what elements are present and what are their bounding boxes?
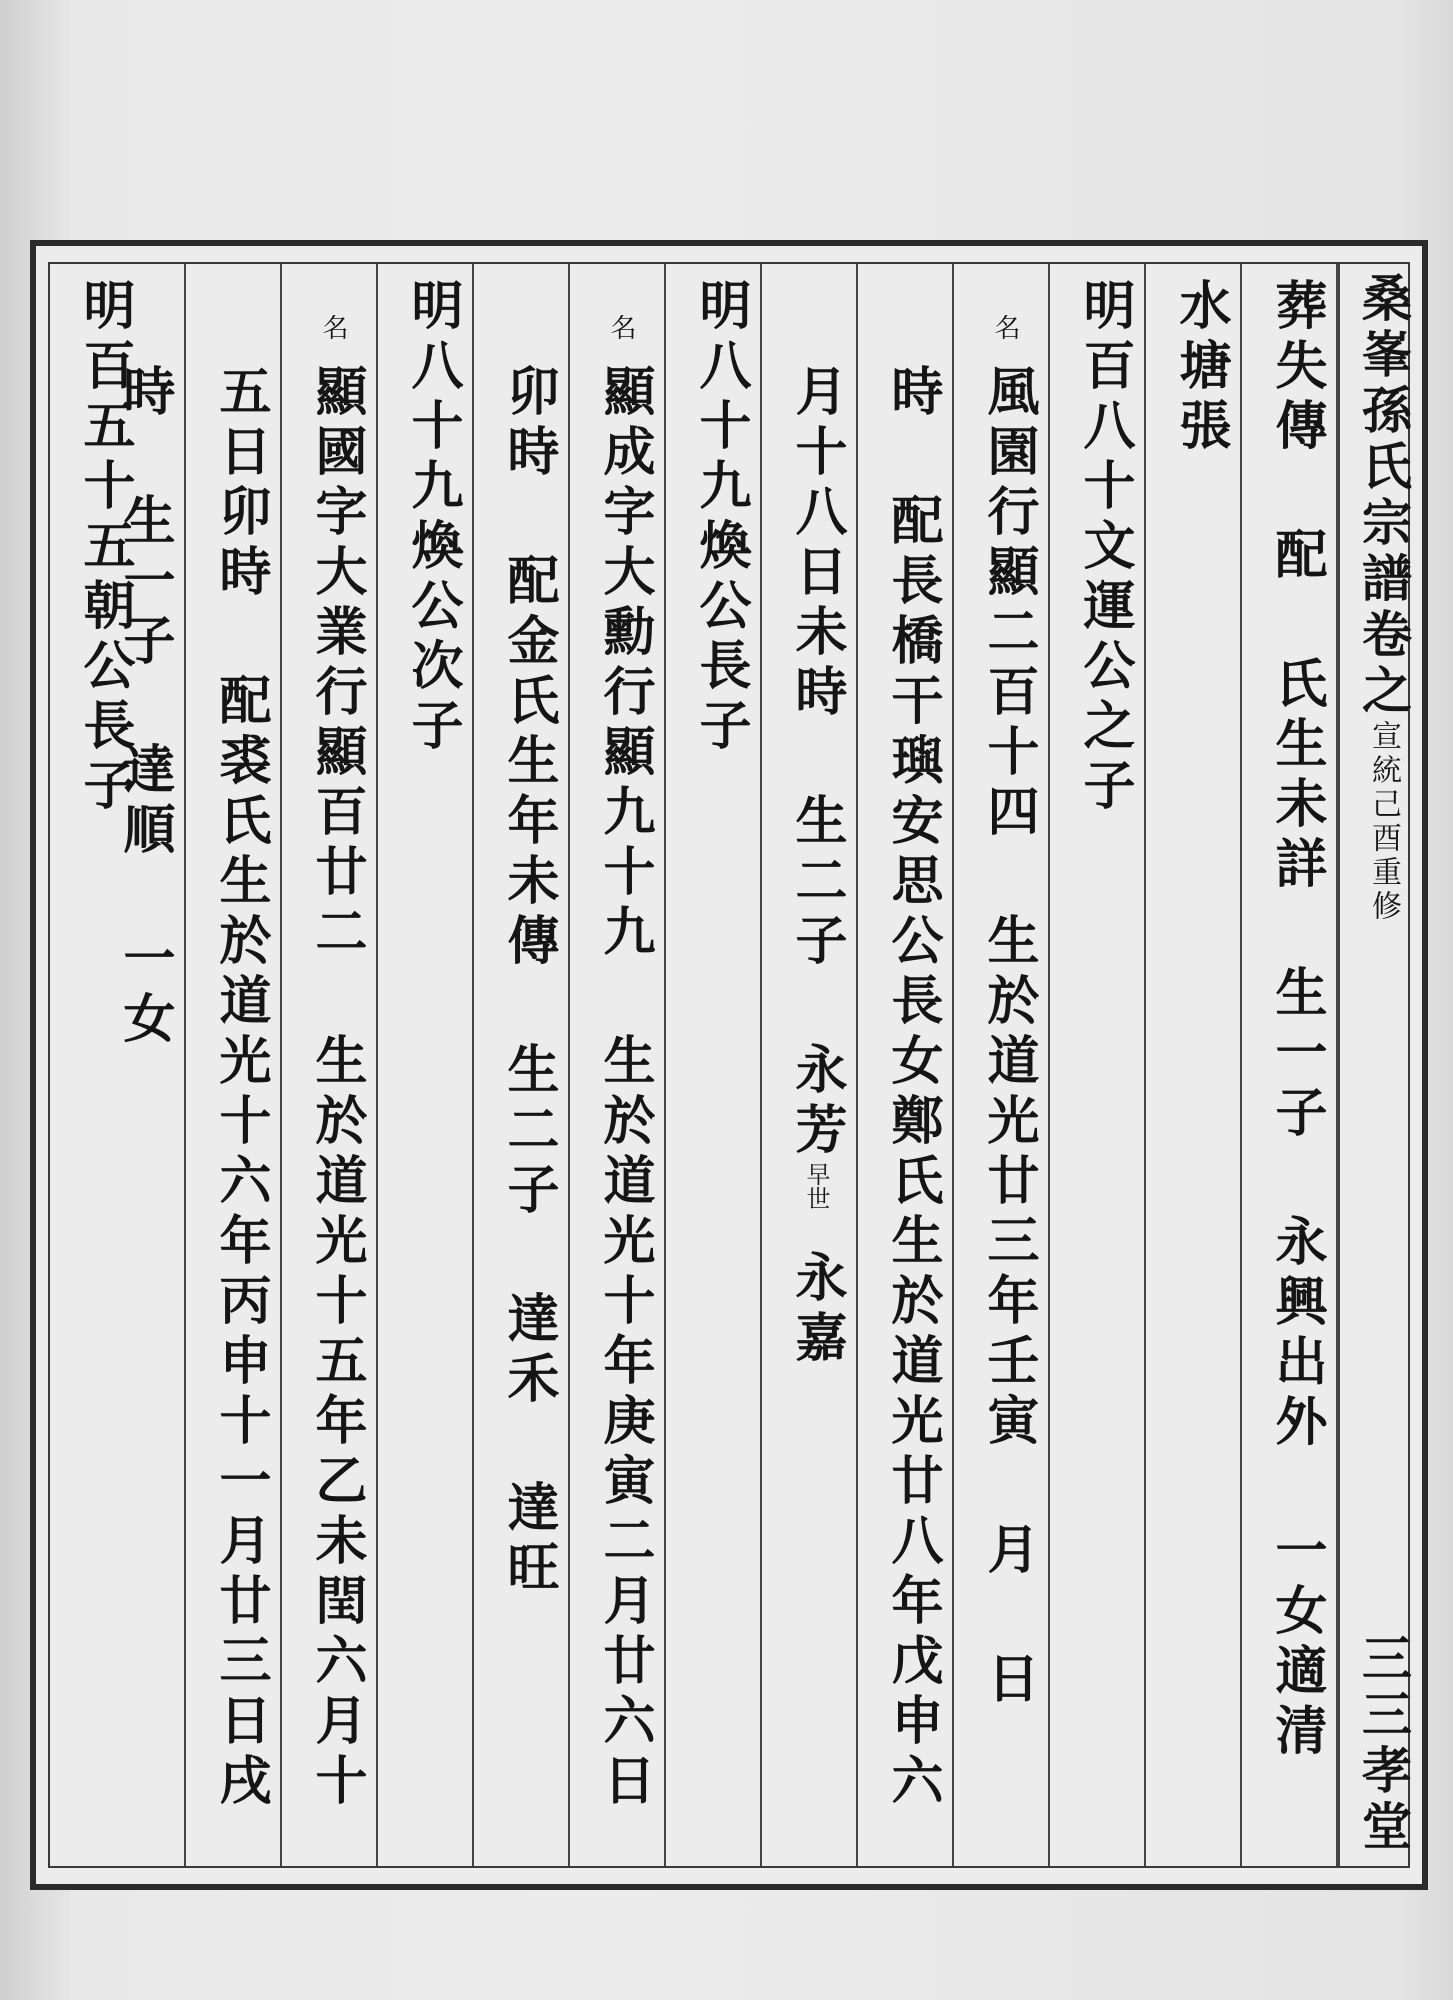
text-column-7	[666, 264, 762, 1866]
column-14-text: 明百五十五朝公長子	[74, 278, 135, 818]
column-4-text: 風園行顯二百十四 生於道光廿三年壬寅 月 日	[978, 364, 1039, 1711]
column-6-note: 早世	[802, 1162, 830, 1210]
column-1-text	[1266, 278, 1327, 1763]
column-12-text: 五日卯時 配裘氏生於道光十六年丙申十一月廿三日戌	[210, 364, 271, 1813]
column-10-text: 明八十九煥公次子	[402, 278, 463, 758]
text-column-9	[474, 264, 570, 1866]
text-column-5	[858, 264, 954, 1866]
column-8-prefix: 名	[606, 314, 636, 342]
column-9-text: 卯時 配金氏生年未傳 生二子 達禾 達旺	[498, 364, 559, 1600]
text-column-8	[570, 264, 666, 1866]
text-column-2	[1146, 264, 1242, 1866]
column-1-main: 葬失傳 配 氏生未詳 生一子	[1266, 278, 1327, 1214]
hall-name: 三三孝堂	[1354, 1632, 1413, 1856]
text-column-12	[186, 264, 282, 1866]
column-6-main: 月十八日未時 生二子 永芳	[786, 364, 847, 1162]
text-column-4	[954, 264, 1050, 1866]
header-column	[1338, 264, 1413, 1866]
column-11-text: 顯國字大業行顯百廿二 生於道光十五年乙未閏六月十	[306, 364, 367, 1813]
column-3-text: 明百八十文運公之子	[1074, 278, 1135, 818]
column-1-tail: 永興出外 一女適清	[1266, 1214, 1327, 1763]
edition-text: 宣統己酉重修	[1366, 720, 1401, 924]
text-column-11	[282, 264, 378, 1866]
text-column-1	[1242, 264, 1338, 1866]
title-text: 桑峯孫氏宗譜	[1354, 272, 1413, 608]
genealogy-title	[1346, 272, 1413, 924]
column-6-text	[786, 364, 847, 1370]
column-8-text: 顯成字大勳行顯九十九 生於道光十年庚寅二月廿六日	[594, 364, 655, 1813]
text-column-14	[46, 264, 135, 1866]
column-4-prefix: 名	[990, 314, 1020, 342]
column-5-text: 時 配長橋干璵安思公長女鄭氏生於道光廿八年戊申六	[882, 364, 943, 1813]
column-2-text: 水塘張	[1170, 278, 1231, 458]
text-frame-inner	[48, 262, 1413, 1868]
text-column-6	[762, 264, 858, 1866]
text-column-3	[1050, 264, 1146, 1866]
volume-text: 卷之	[1354, 608, 1413, 720]
column-13-text: 時 生一子 達順 一女	[114, 364, 175, 1051]
column-11-prefix: 名	[318, 314, 348, 342]
column-7-text: 明八十九煥公長子	[690, 278, 751, 758]
text-frame	[30, 240, 1428, 1890]
text-column-10	[378, 264, 474, 1866]
column-6-tail: 永嘉	[786, 1250, 847, 1370]
